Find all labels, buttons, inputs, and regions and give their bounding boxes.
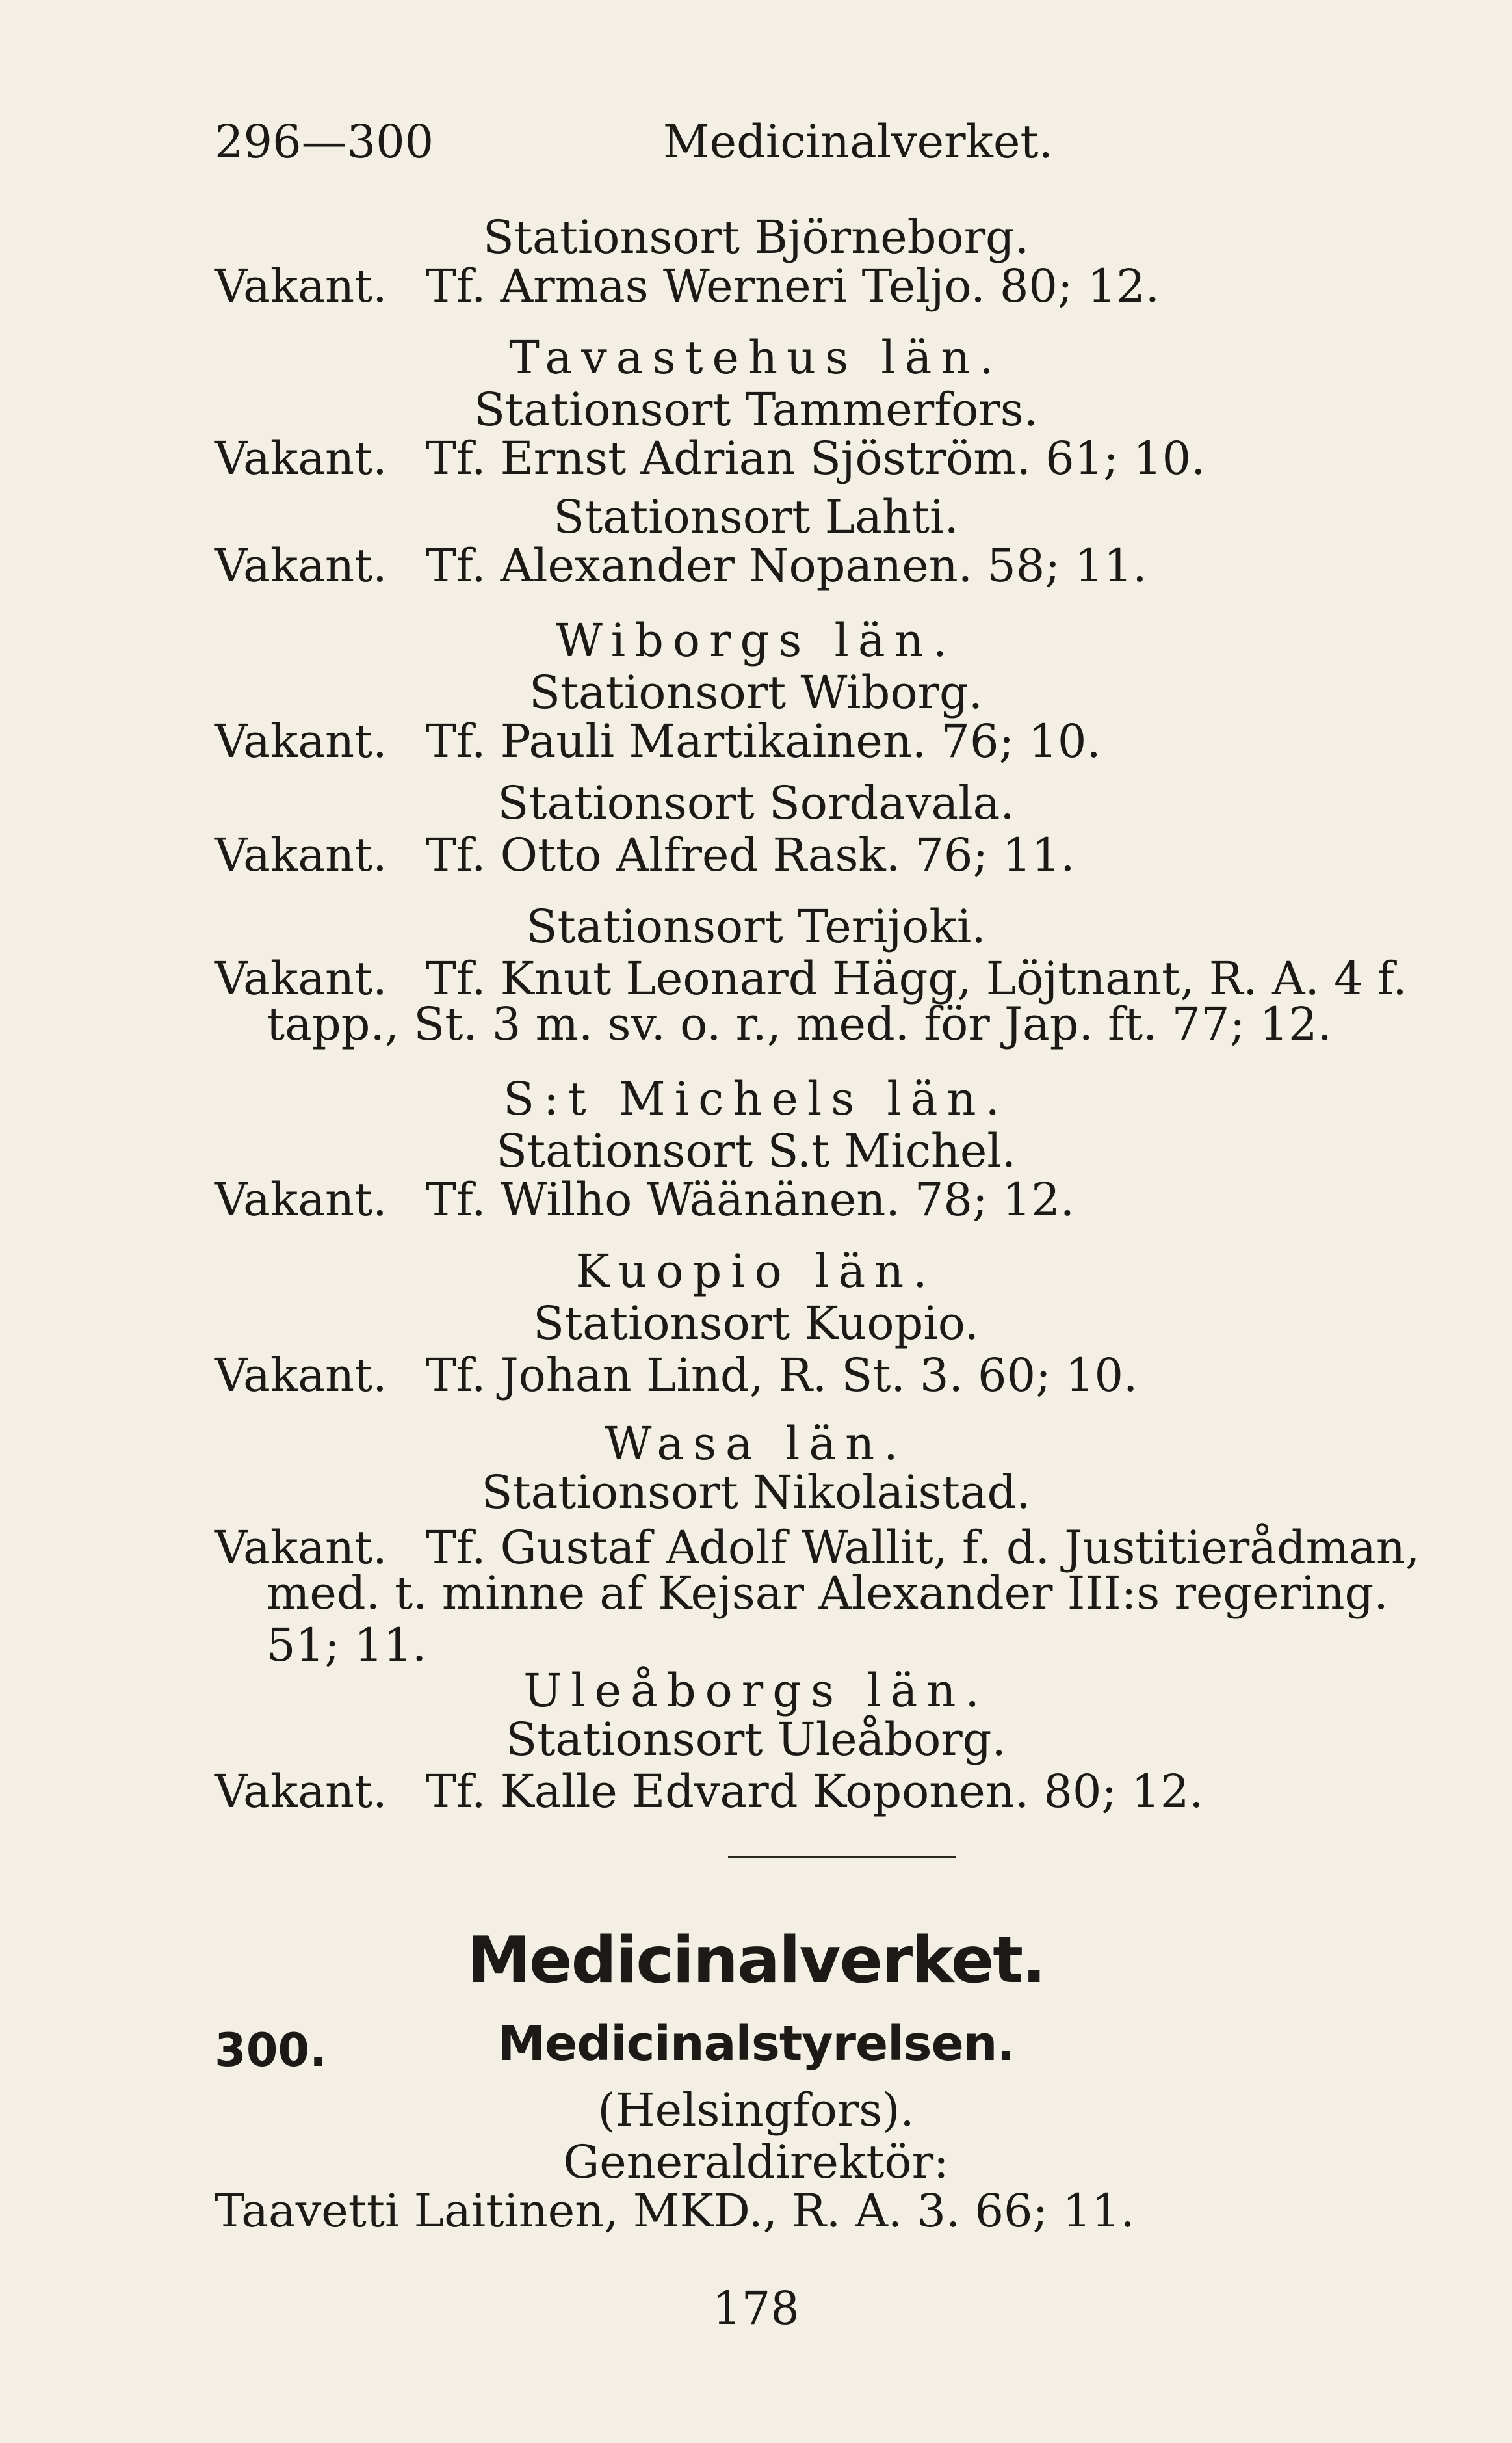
entry-continuation: 51; 11. [267, 1618, 427, 1672]
entry-continuation: med. t. minne af Kejsar Alexander III:s regering. [267, 1566, 1388, 1620]
entry-line: Tf. Pauli Martikainen. 76; 10. [426, 715, 1101, 768]
entry-line: Tf. Johan Lind, R. St. 3. 60; 10. [426, 1349, 1138, 1402]
station-heading: Stationsort Uleåborg. [506, 1713, 1006, 1766]
section-divider [728, 1856, 956, 1858]
section-subtitle: Medicinalstyrelsen. [497, 2016, 1015, 2072]
entry-line: Tf. Alexander Nopanen. 58; 11. [426, 539, 1147, 592]
province-heading: Wiborgs län. [556, 614, 956, 667]
entry-line: Tf. Gustaf Adolf Wallit, f. d. Justitierådman, [426, 1521, 1420, 1574]
entry-line: Tf. Armas Werneri Teljo. 80; 12. [426, 259, 1160, 313]
station-heading: Stationsort Nikolaistad. [481, 1466, 1031, 1519]
section-number: 300. [215, 2024, 327, 2077]
vacancy-label: Vakant. [215, 715, 387, 768]
station-heading: Stationsort Tammerfors. [474, 383, 1038, 436]
station-heading: Stationsort Wiborg. [528, 666, 984, 719]
entry-line: Tf. Ernst Adrian Sjöström. 61; 10. [426, 432, 1206, 485]
vacancy-label: Vakant. [215, 1765, 387, 1818]
entry-continuation: tapp., St. 3 m. sv. o. r., med. för Jap. ft. 77; 12. [267, 997, 1332, 1051]
vacancy-label: Vakant. [215, 432, 387, 485]
section-place: (Helsingfors). [597, 2083, 915, 2137]
province-heading: Wasa län. [605, 1417, 907, 1470]
vacancy-label: Vakant. [215, 1521, 387, 1574]
vacancy-label: Vakant. [215, 828, 387, 882]
entry-line: Tf. Kalle Edvard Koponen. 80; 12. [426, 1765, 1204, 1818]
station-heading: Stationsort S.t Michel. [496, 1124, 1016, 1178]
running-title: Medicinalverket. [663, 115, 1053, 168]
station-heading: Stationsort Sordavala. [497, 776, 1015, 830]
station-heading: Stationsort Lahti. [553, 490, 959, 544]
station-heading: Stationsort Terijoki. [526, 900, 986, 953]
vacancy-label: Vakant. [215, 1173, 387, 1226]
page-range: 296—300 [215, 115, 434, 168]
section-person: Taavetti Laitinen, MKD., R. A. 3. 66; 11. [215, 2184, 1135, 2238]
station-heading: Stationsort Kuopio. [533, 1297, 979, 1350]
province-heading: Tavastehus län. [509, 331, 1003, 384]
entry-line: Tf. Wilho Wäänänen. 78; 12. [426, 1173, 1075, 1226]
section-title: Medicinalverket. [467, 1923, 1045, 1998]
vacancy-label: Vakant. [215, 1349, 387, 1402]
vacancy-label: Vakant. [215, 952, 387, 1005]
section-role: Generaldirektör: [563, 2135, 949, 2189]
entry-line: Tf. Knut Leonard Hägg, Löjtnant, R. A. 4 f. [426, 952, 1407, 1005]
vacancy-label: Vakant. [215, 259, 387, 313]
station-heading: Stationsort Björneborg. [482, 211, 1030, 264]
province-heading: Uleåborgs län. [523, 1664, 989, 1717]
page-number: 178 [712, 2282, 800, 2335]
entry-line: Tf. Otto Alfred Rask. 76; 11. [426, 828, 1075, 882]
province-heading: Kuopio län. [575, 1245, 937, 1298]
province-heading: S:t Michels län. [503, 1072, 1009, 1126]
vacancy-label: Vakant. [215, 539, 387, 592]
